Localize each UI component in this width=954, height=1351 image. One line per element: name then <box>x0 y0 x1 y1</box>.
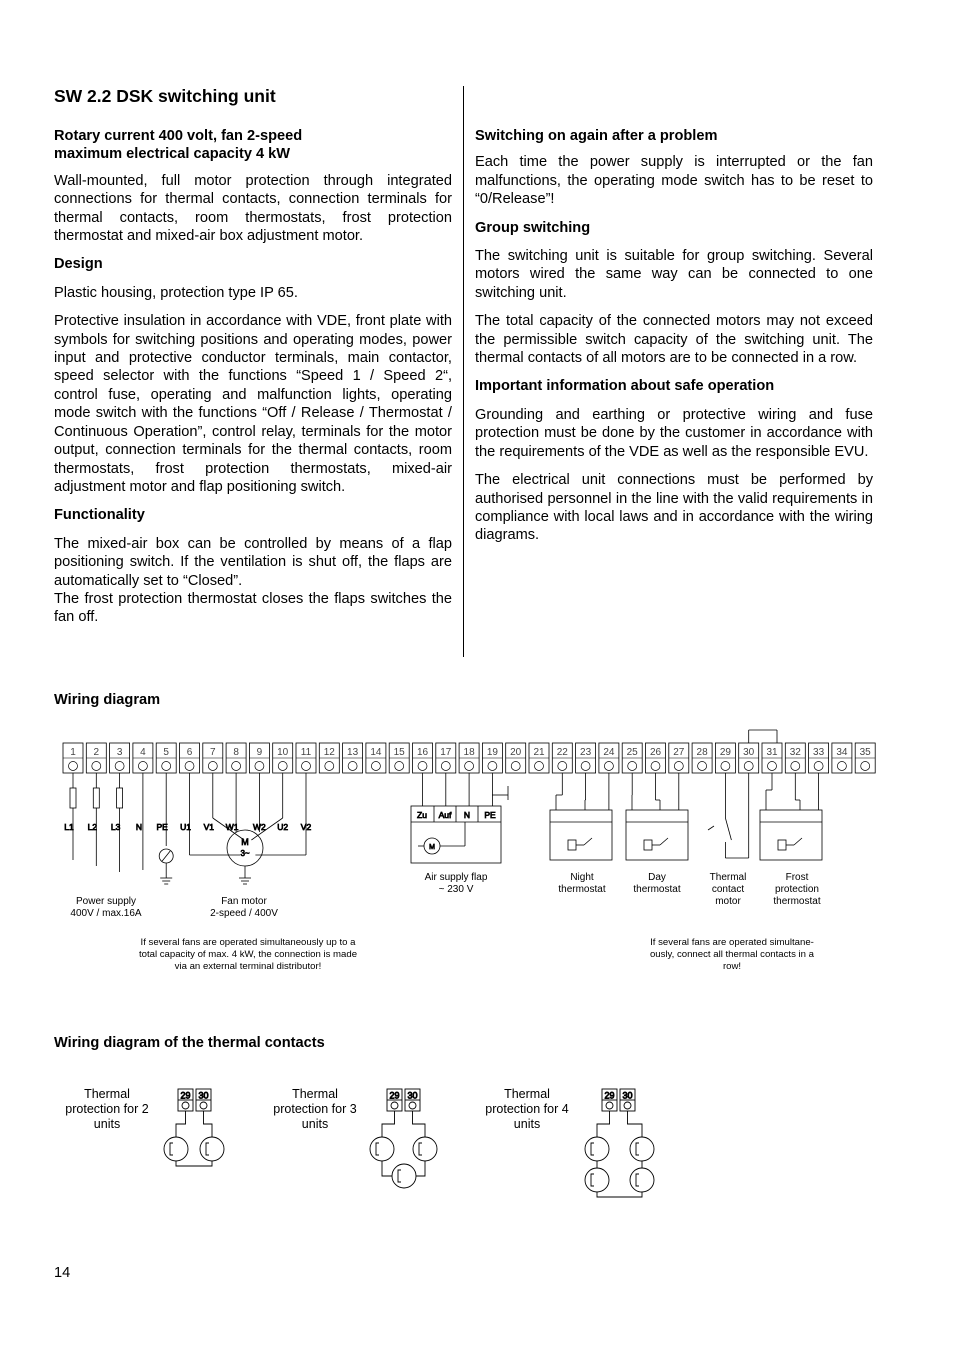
functionality-paragraph-1: The mixed-air box can be controlled by means of a flap positioning switch. If the ventilation is shut off, the flaps are automatically set to “Closed”. <box>54 535 452 589</box>
terminal-label: 30 <box>407 1090 418 1101</box>
thermal-contact-symbol <box>164 1137 188 1161</box>
terminal-label: 19 <box>486 747 498 758</box>
frost-thermostat-symbol <box>778 840 786 850</box>
night-thermostat-caption: Night thermostat <box>558 872 606 895</box>
thermal-contact-diagrams <box>164 1089 654 1197</box>
terminal-strip <box>63 743 875 773</box>
day-thermostat-caption: Day thermostat <box>633 872 681 895</box>
design-heading: Design <box>54 256 103 273</box>
power-label: PE <box>156 822 168 832</box>
terminal-pair-29-30 <box>178 1089 211 1111</box>
terminal-label: 5 <box>163 747 169 758</box>
note-left: If several fans are operated simultaneously up to a total capacity of max. 4 kW, the connection is made via an external terminal distributor! <box>138 937 358 972</box>
terminal-label: 31 <box>766 747 778 758</box>
group-heading: Group switching <box>475 219 591 236</box>
flap-label: PE <box>484 810 496 820</box>
restart-paragraph: Each time the power supply is interrupted or the fan malfunctions, the operating mode switch has to be reset to “0/Release”! <box>475 154 873 208</box>
terminal-label: 28 <box>696 747 708 758</box>
frost-protection-thermostat-caption: Frost protection thermostat <box>773 872 821 907</box>
frost-thermostat <box>760 810 822 860</box>
flap-label: N <box>463 810 471 820</box>
motor-symbol-label: 3~ <box>240 849 250 858</box>
terminal-label: 23 <box>580 747 592 758</box>
terminal-pair-29-30 <box>387 1089 420 1111</box>
terminal-label: 35 <box>859 747 871 758</box>
motor-label: U2 <box>277 822 289 832</box>
terminal-label: 10 <box>277 747 289 758</box>
motor-label: V1 <box>203 822 215 832</box>
thermal-2-caption: Thermal protection for 2 units <box>65 1087 149 1131</box>
power-label: L3 <box>110 822 121 832</box>
thermal-contact-symbol <box>413 1137 437 1161</box>
day-thermostat <box>626 810 688 860</box>
functionality-paragraph-2: The frost protection thermostat closes the flaps switches the fan off. <box>54 590 452 626</box>
terminal-label: 17 <box>440 747 452 758</box>
power-label: N <box>135 822 142 832</box>
terminal-label: 30 <box>198 1090 209 1101</box>
motor-symbol-label: M <box>241 837 249 847</box>
terminal-label: 14 <box>370 747 382 758</box>
thermal-contact-symbol <box>200 1137 224 1161</box>
thermal-contact-motor-caption: Thermal contact motor <box>709 872 747 907</box>
day-thermostat-symbol <box>644 840 652 850</box>
terminal-label: 32 <box>789 747 801 758</box>
safety-paragraph-2: The electrical unit connections must be performed by authorised personnel in the line with the valid requirements in compliance with local laws and in accordance with the wiring diagrams. <box>475 472 873 544</box>
terminal-label: 24 <box>603 747 615 758</box>
terminal-label: 18 <box>463 747 475 758</box>
terminal-label: 4 <box>140 747 146 758</box>
flap-motor-label: M <box>429 844 435 851</box>
motor-label: V2 <box>300 822 312 832</box>
night-thermostat <box>550 810 612 860</box>
terminal-label: 6 <box>186 747 193 758</box>
terminal-label: 26 <box>649 747 662 758</box>
flap-label: Auf <box>438 810 452 820</box>
terminal-label: 7 <box>210 747 216 758</box>
terminal-label: 2 <box>93 747 100 758</box>
fan-motor-symbol <box>227 830 263 866</box>
thermal-contact-symbol <box>370 1137 394 1161</box>
night-thermostat-symbol <box>568 840 576 850</box>
terminal-label: 20 <box>510 747 522 758</box>
power-supply-caption: Power supply 400V / max.16A <box>70 896 142 919</box>
terminal-label: 29 <box>180 1090 191 1101</box>
thermal-contact-symbol <box>585 1137 609 1161</box>
design-paragraph-1: Plastic housing, protection type IP 65. <box>54 284 298 301</box>
safety-heading: Important information about safe operation <box>475 378 775 395</box>
terminal-label: 9 <box>256 747 263 758</box>
terminal-label: 8 <box>233 747 239 758</box>
terminal-label: 21 <box>533 747 545 758</box>
terminal-pair-29-30 <box>602 1089 635 1111</box>
functionality-heading: Functionality <box>54 507 145 524</box>
power-label: L1 <box>64 822 74 832</box>
terminal-label: 13 <box>347 747 359 758</box>
intro-paragraph: Wall-mounted, full motor protection through integrated connections for thermal contacts, connection terminals for thermal contacts, room thermostats, frost protection thermostat and mixed-air box adjustment motor. <box>54 172 452 245</box>
thermal-contact-symbol <box>392 1164 416 1188</box>
air-supply-flap-caption: Air supply flap ~ 230 V <box>424 872 488 895</box>
note-right: If several fans are operated simultane- ously, connect all thermal contacts in a row! <box>649 937 815 972</box>
spec-heading-line-1: Rotary current 400 volt, fan 2-speed <box>54 128 303 144</box>
terminal-label: 11 <box>300 747 312 758</box>
terminal-label: 33 <box>813 747 825 758</box>
terminal-label: 16 <box>416 747 429 758</box>
terminal-label: 29 <box>719 747 731 758</box>
terminal-label: 1 <box>70 747 76 758</box>
motor-label: W2 <box>253 822 266 832</box>
fuse <box>117 788 123 808</box>
spec-heading-line-2: maximum electrical capacity 4 kW <box>54 146 291 163</box>
wiring-diagram-heading: Wiring diagram <box>54 692 161 708</box>
terminal-label: 27 <box>673 747 685 758</box>
terminal-label: 12 <box>323 747 335 758</box>
fan-motor-caption: Fan motor 2-speed / 400V <box>210 896 278 919</box>
terminal-label: 22 <box>556 747 568 758</box>
thermal-contact-symbol <box>630 1168 654 1192</box>
design-paragraph-2: Protective insulation in accordance with VDE, front plate with symbols for switching positions and operating modes, power input and protective conductor terminals, main contactor, speed selector with the functions “Speed 1 / Speed 2“, control fuse, operating and malfunction lights, operating mode switch with the functions “Off / Release / Thermostat / Continuous Operation”, control relay, terminals for the motor output, connection terminals for the thermal contacts, room thermostats, frost protection thermostats, mixed-air adjustment motor and flap positioning switch. <box>54 313 452 495</box>
fuse <box>70 788 76 808</box>
flap-label: Zu <box>417 810 427 820</box>
restart-heading: Switching on again after a problem <box>475 128 718 144</box>
thermal-4-caption: Thermal protection for 4 units <box>485 1087 569 1131</box>
group-paragraph-2: The total capacity of the connected motors may not exceed the permissible switch capacity of the switching unit. The thermal contacts of all motors are to be connected in a row. <box>475 313 873 367</box>
safety-paragraph-1: Grounding and earthing or protective wiring and fuse protection must be done by the customer in accordance with the requirements of the VDE as well as the responsible EVU. <box>475 406 873 460</box>
thermal-contacts-heading: Wiring diagram of the thermal contacts <box>54 1035 325 1051</box>
terminal-label: 29 <box>604 1090 615 1101</box>
motor-label: U1 <box>180 822 191 832</box>
page-title: SW 2.2 DSK switching unit <box>54 86 276 106</box>
terminal-label: 29 <box>389 1090 400 1101</box>
terminal-label: 30 <box>622 1090 633 1101</box>
group-paragraph-1: The switching unit is suitable for group switching. Several motors wired the same way can be connected to one switching unit. <box>475 248 873 301</box>
thermal-contact-symbol <box>630 1137 654 1161</box>
thermal-contact-symbol <box>585 1168 609 1192</box>
page-number: 14 <box>54 1265 71 1281</box>
terminal-label: 15 <box>393 747 405 758</box>
power-label: L2 <box>87 822 98 832</box>
terminal-label: 34 <box>836 747 848 758</box>
terminal-label: 3 <box>116 747 123 758</box>
motor-label: W1 <box>225 822 239 832</box>
terminal-label: 25 <box>626 747 638 758</box>
terminal-label: 30 <box>743 747 755 758</box>
fuse <box>93 788 99 808</box>
thermal-3-caption: Thermal protection for 3 units <box>273 1087 357 1131</box>
